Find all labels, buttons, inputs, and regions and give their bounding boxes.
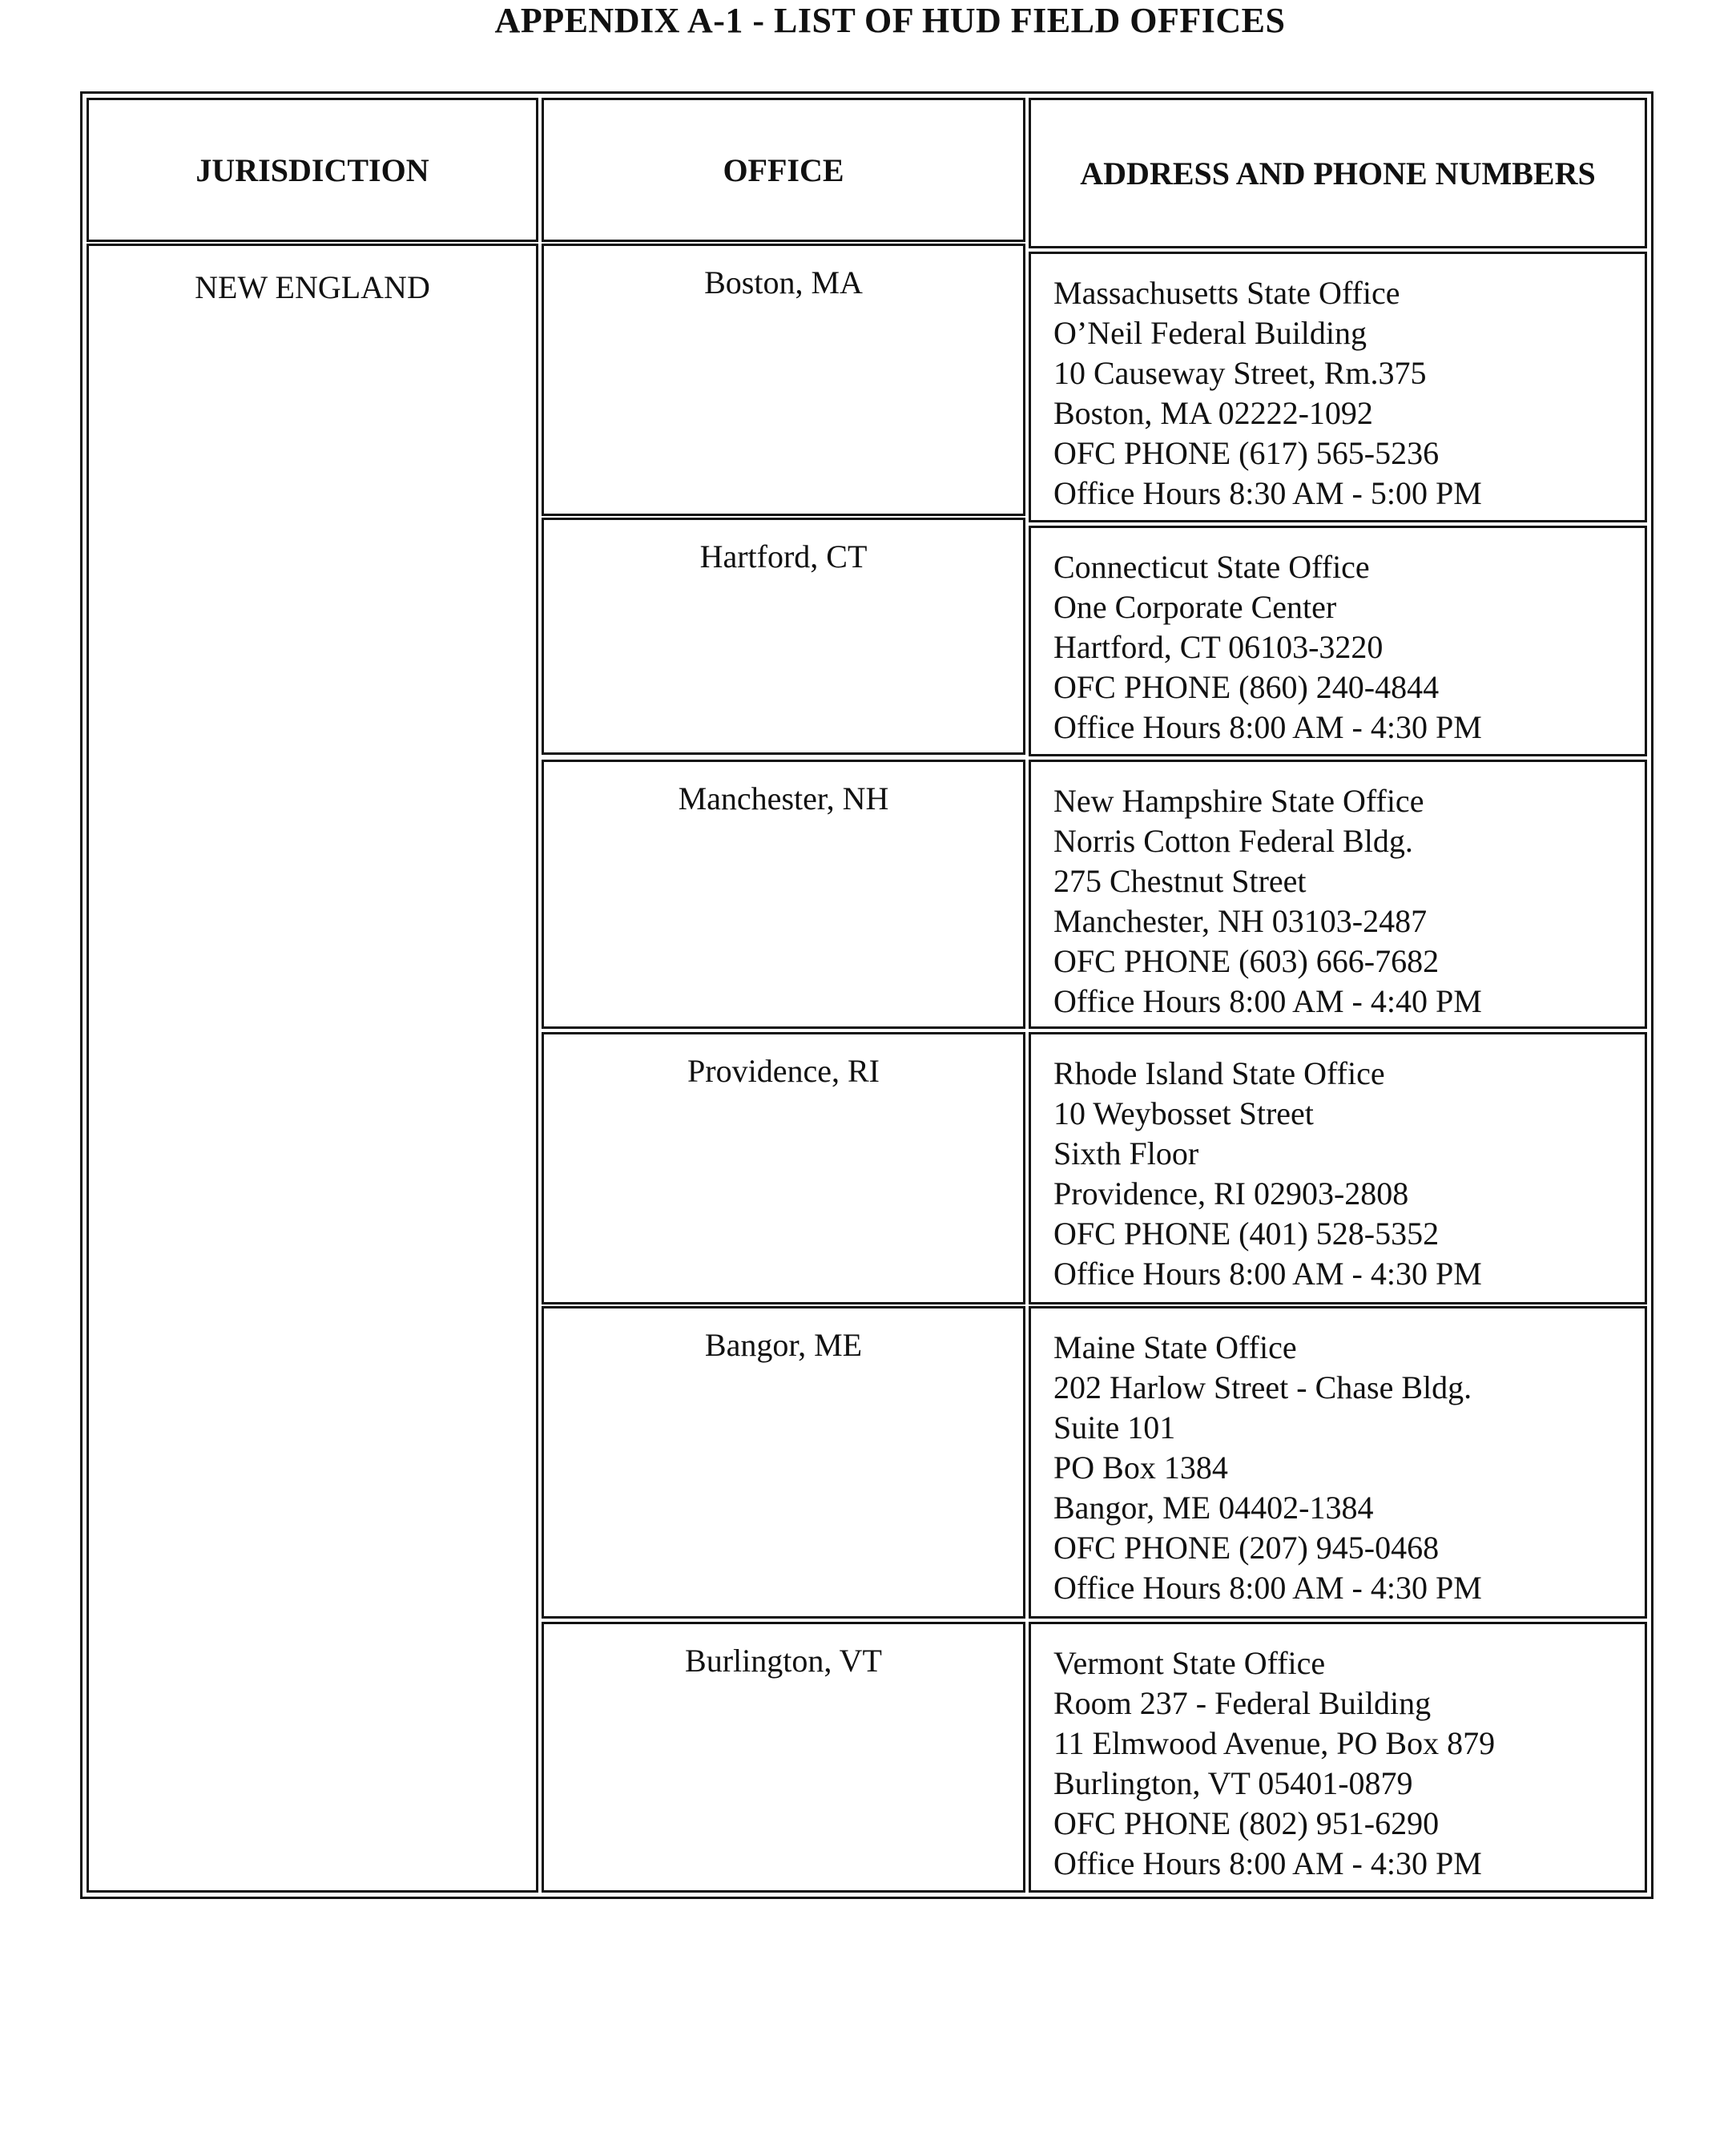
header-office-label: OFFICE [723, 151, 844, 188]
office-name: Bangor, ME [704, 1327, 863, 1363]
office-name: Boston, MA [704, 264, 863, 300]
jurisdiction-cell [87, 244, 538, 1893]
address-line: 275 Chestnut Street [1053, 863, 1307, 899]
address-line: OFC PHONE (401) 528-5352 [1053, 1216, 1440, 1252]
header-jurisdiction-label: JURISDICTION [195, 151, 429, 188]
address-line: Office Hours 8:30 AM - 5:00 PM [1053, 475, 1482, 511]
address-line: Hartford, CT 06103-3220 [1053, 629, 1384, 665]
address-cell [1029, 252, 1647, 522]
office-cell [542, 1622, 1025, 1893]
office-name: Hartford, CT [699, 538, 868, 575]
address-line: Office Hours 8:00 AM - 4:30 PM [1053, 1256, 1482, 1292]
address-line: OFC PHONE (207) 945-0468 [1053, 1530, 1440, 1566]
address-line: 10 Causeway Street, Rm.375 [1053, 355, 1427, 391]
address-line: Office Hours 8:00 AM - 4:40 PM [1053, 983, 1482, 1019]
address-line: OFC PHONE (617) 565-5236 [1053, 435, 1440, 471]
office-cell [542, 518, 1025, 755]
office-name: Providence, RI [687, 1053, 880, 1089]
office-cell [542, 1032, 1025, 1304]
address-line: OFC PHONE (860) 240-4844 [1053, 669, 1440, 705]
address-line: One Corporate Center [1053, 589, 1337, 625]
address-line: Office Hours 8:00 AM - 4:30 PM [1053, 709, 1482, 745]
address-cell [1029, 1032, 1647, 1304]
office-cell [542, 760, 1025, 1029]
header-address-label: ADDRESS AND PHONE NUMBERS [1080, 155, 1596, 192]
address-line: Manchester, NH 03103-2487 [1053, 903, 1428, 939]
office-name: Burlington, VT [685, 1643, 882, 1679]
address-line: 202 Harlow Street - Chase Bldg. [1053, 1369, 1472, 1405]
address-line: Suite 101 [1053, 1409, 1176, 1445]
address-line: Massachusetts State Office [1053, 275, 1400, 311]
address-line: OFC PHONE (802) 951-6290 [1053, 1805, 1440, 1841]
office-cell [542, 244, 1025, 516]
address-line: O’Neil Federal Building [1053, 315, 1367, 351]
address-line: Burlington, VT 05401-0879 [1053, 1765, 1413, 1801]
address-cell [1029, 1306, 1647, 1619]
office-name: Manchester, NH [678, 780, 889, 816]
page-title: APPENDIX A-1 - LIST OF HUD FIELD OFFICES [494, 1, 1286, 40]
address-line: Sixth Floor [1053, 1135, 1199, 1171]
address-line: Office Hours 8:00 AM - 4:30 PM [1053, 1845, 1482, 1881]
address-cell [1029, 1622, 1647, 1893]
address-line: New Hampshire State Office [1053, 783, 1424, 819]
header-address [1029, 98, 1647, 248]
address-line: Vermont State Office [1053, 1645, 1326, 1681]
address-line: Maine State Office [1053, 1329, 1297, 1365]
address-line: OFC PHONE (603) 666-7682 [1053, 943, 1440, 979]
address-line: PO Box 1384 [1053, 1450, 1228, 1486]
address-line: Providence, RI 02903-2808 [1053, 1175, 1409, 1212]
header-office [542, 98, 1025, 242]
address-line: Bangor, ME 04402-1384 [1053, 1490, 1374, 1526]
address-cell [1029, 760, 1647, 1029]
address-line: Boston, MA 02222-1092 [1053, 395, 1373, 431]
jurisdiction-name: NEW ENGLAND [195, 269, 430, 305]
address-line: Room 237 - Federal Building [1053, 1685, 1432, 1721]
address-cell [1029, 526, 1647, 756]
address-line: 10 Weybosset Street [1053, 1095, 1314, 1131]
office-cell [542, 1306, 1025, 1619]
address-line: Rhode Island State Office [1053, 1055, 1385, 1091]
address-line: Norris Cotton Federal Bldg. [1053, 823, 1413, 859]
address-line: Connecticut State Office [1053, 549, 1370, 585]
address-line: Office Hours 8:00 AM - 4:30 PM [1053, 1570, 1482, 1606]
address-line: 11 Elmwood Avenue, PO Box 879 [1053, 1725, 1496, 1761]
header-jurisdiction [87, 98, 538, 242]
